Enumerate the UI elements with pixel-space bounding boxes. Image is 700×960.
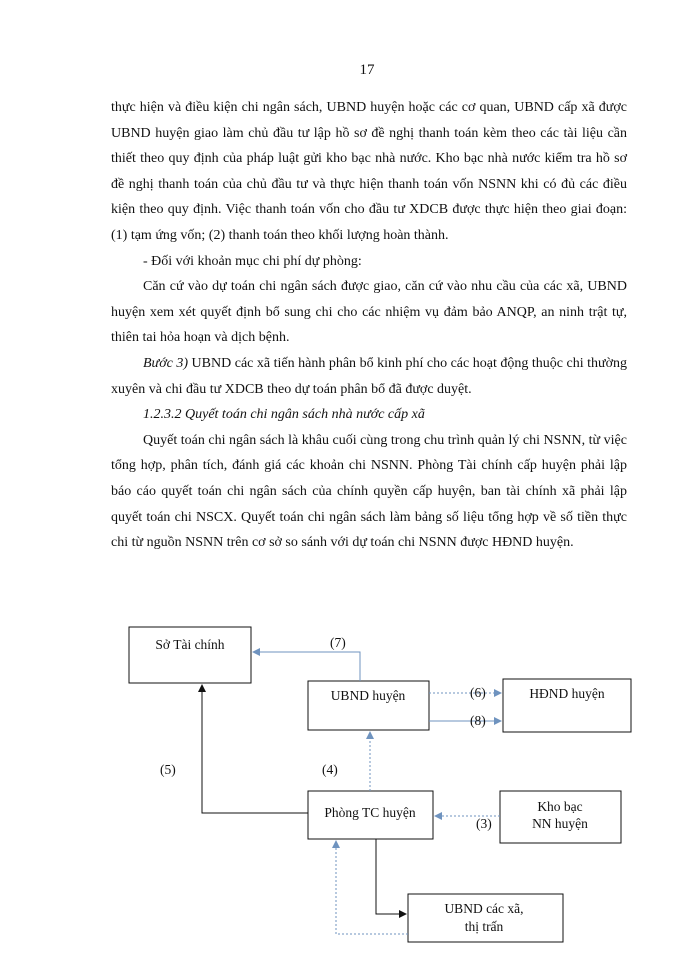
label-ubnd-xa-line2: thị trấn [464, 919, 504, 934]
label-7: (7) [330, 635, 346, 650]
page-number: 17 [359, 62, 375, 78]
label-ubnd-huyen: UBND huyện [330, 688, 406, 703]
label-6: (6) [470, 685, 486, 700]
label-5: (5) [160, 762, 176, 777]
label-ubnd-xa-line1: UBND các xã, [444, 901, 524, 916]
label-phong-tc-huyen: Phòng TC huyện [324, 805, 416, 820]
label-hdnd-huyen: HĐND huyện [529, 686, 605, 701]
arrow-tc-to-xa [376, 839, 406, 914]
label-4: (4) [322, 762, 338, 777]
section-heading: 1.2.3.2 Quyết toán chi ngân sách nhà nước cấp xã [143, 407, 425, 423]
label-8: (8) [470, 713, 486, 728]
step3-lead: Bước 3) [143, 355, 189, 371]
paragraph-payment-process: thực hiện và điều kiện chi ngân sách, UBND huyện hoặc các cơ quan, UBND cấp xã được UBND huyện giao làm chủ đầu tư lập hồ sơ đề nghị thanh toán kèm theo các tài liệu cần thiết theo quy định của pháp luật gửi kho bạc nhà nước. Kho bạc nhà nước kiểm tra hồ sơ đề nghị thanh toán của chủ đầu tư và thực hiện thanh toán vốn NSNN khi có đủ các điều kiện theo quy định. Việc thanh toán vốn cho đầu tư XDCB được thực hiện theo giai đoạn: (1) tạm ứng vốn; (2) thanh toán theo khối lượng hoàn thành. [111, 100, 627, 243]
paragraph-reserve-body: Căn cứ vào dự toán chi ngân sách được giao, căn cứ vào nhu cầu của các xã, UBND huyện xem xét quyết định bổ sung chi cho các nhiệm vụ đảm bảo ANQP, an ninh trật tự, thiên tai hỏa hoạn và dịch bệnh. [111, 279, 627, 346]
label-3: (3) [476, 816, 492, 831]
paragraph-settlement: Quyết toán chi ngân sách là khâu cuối cùng trong chu trình quản lý chi NSNN, từ việc tổng hợp, phân tích, đánh giá các khoản chi NSNN. Phòng Tài chính cấp huyện phải lập báo cáo quyết toán chi ngân sách của chính quyền cấp huyện, ban tài chính xã phải lập quyết toán chi NSCX. Quyết toán chi ngân sách làm bảng số liệu tổng hợp về số tiền thực chi từ nguồn NSNN trên cơ sở so sánh với dự toán chi NSNN được HĐND huyện. [111, 432, 627, 551]
label-so-tai-chinh: Sở Tài chính [155, 637, 225, 652]
arrow-5 [202, 685, 308, 813]
label-kho-bac-line2: NN huyện [532, 816, 588, 831]
arrow-7 [253, 652, 360, 681]
arrow-xa-to-tc [336, 841, 408, 934]
box-so-tai-chinh [129, 627, 251, 683]
step3-text: UBND các xã tiến hành phân bổ kinh phí cho các hoạt động thuộc chi thường xuyên và chi đầu tư XDCB theo dự toán phân bổ đã được duyệt. [111, 355, 627, 397]
label-kho-bac-line1: Kho bạc [537, 799, 583, 814]
paragraph-reserve-heading: - Đối với khoản mục chi phí dự phòng: [143, 253, 362, 269]
